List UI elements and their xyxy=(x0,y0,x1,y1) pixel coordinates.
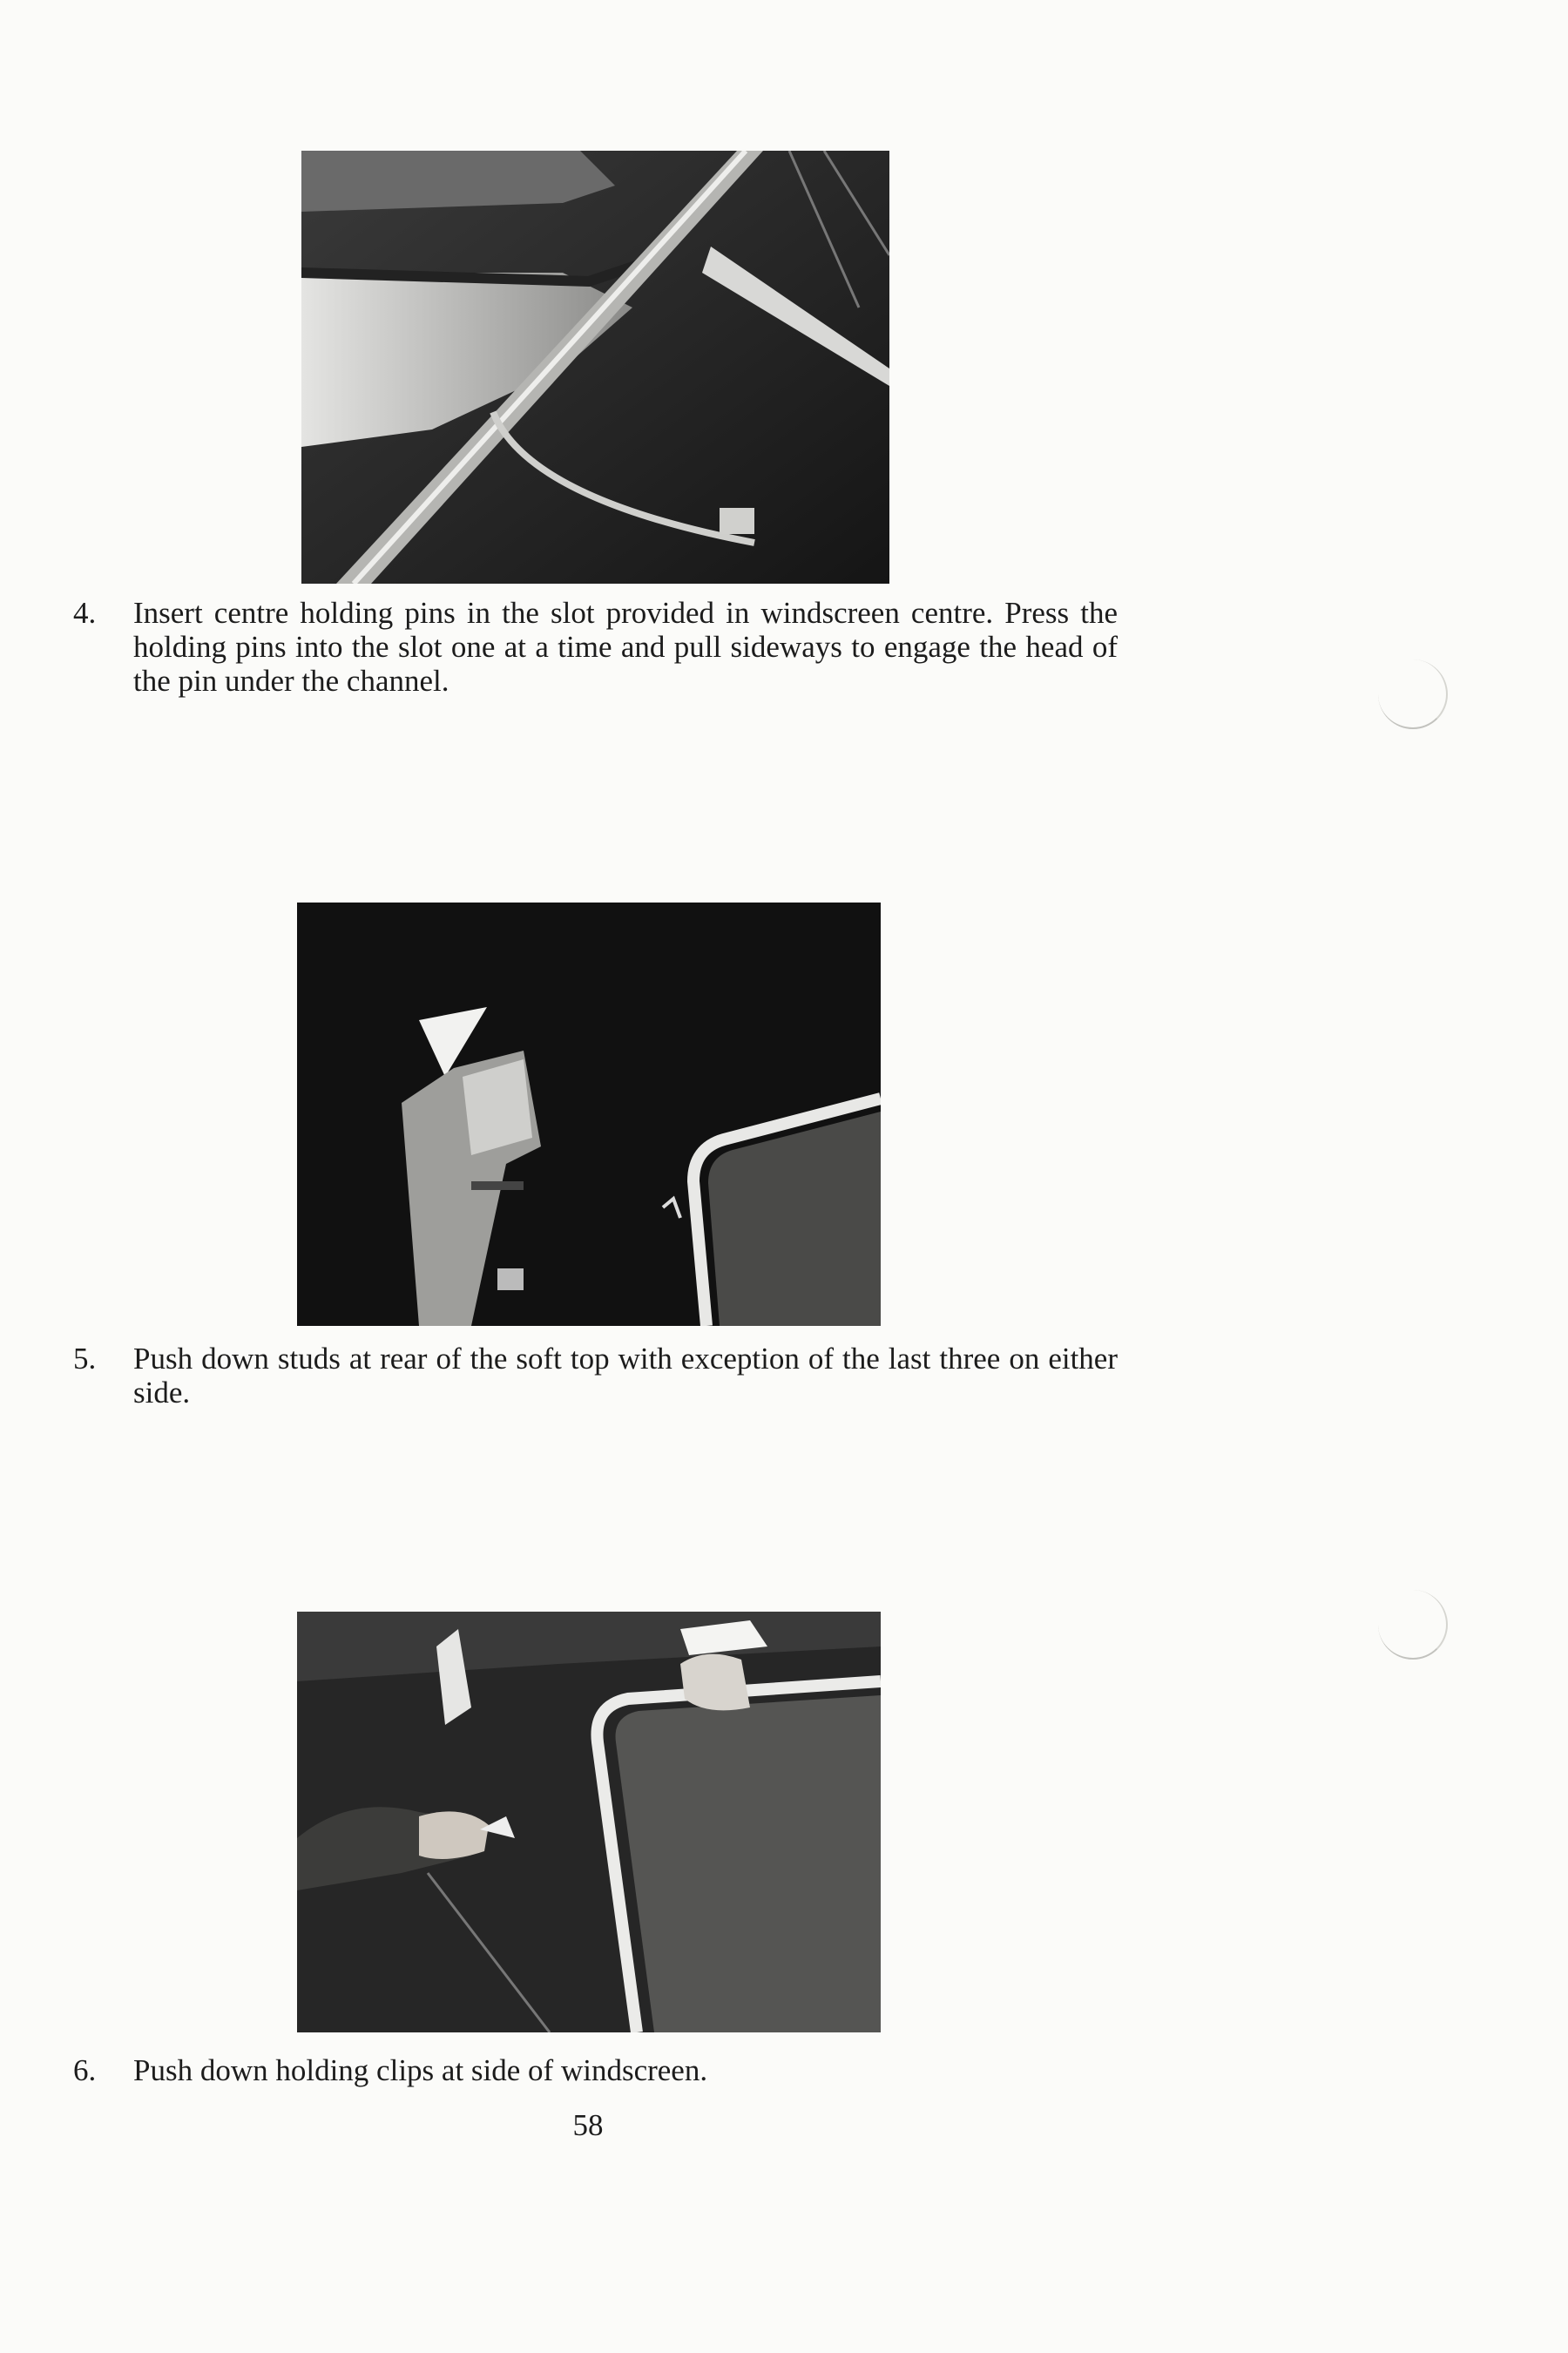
photo-soft-top-rear-studs xyxy=(297,903,881,1326)
step-4 xyxy=(73,596,1119,700)
photo-windscreen-side-clips xyxy=(297,1612,881,2032)
step-number: 4. xyxy=(73,596,97,630)
page-number: 58 xyxy=(572,2108,604,2142)
photo-windscreen-centre-pin xyxy=(301,151,889,584)
step-5 xyxy=(73,1342,1119,1411)
step-number: 5. xyxy=(73,1342,97,1376)
step-text: Insert centre holding pins in the slot provided in windscreen centre. Press the holding pins into the slot one at a time and pull sideways to engage the head of the pin under the channel. xyxy=(133,596,1118,698)
step-number: 6. xyxy=(73,2053,97,2087)
step-text: Push down holding clips at side of windscreen. xyxy=(133,2053,708,2087)
binder-hole-icon xyxy=(1378,1590,1448,1660)
step-6 xyxy=(73,2053,1119,2090)
step-text: Push down studs at rear of the soft top with exception of the last three on either side. xyxy=(133,1342,1118,1410)
binder-hole-icon xyxy=(1378,659,1448,729)
